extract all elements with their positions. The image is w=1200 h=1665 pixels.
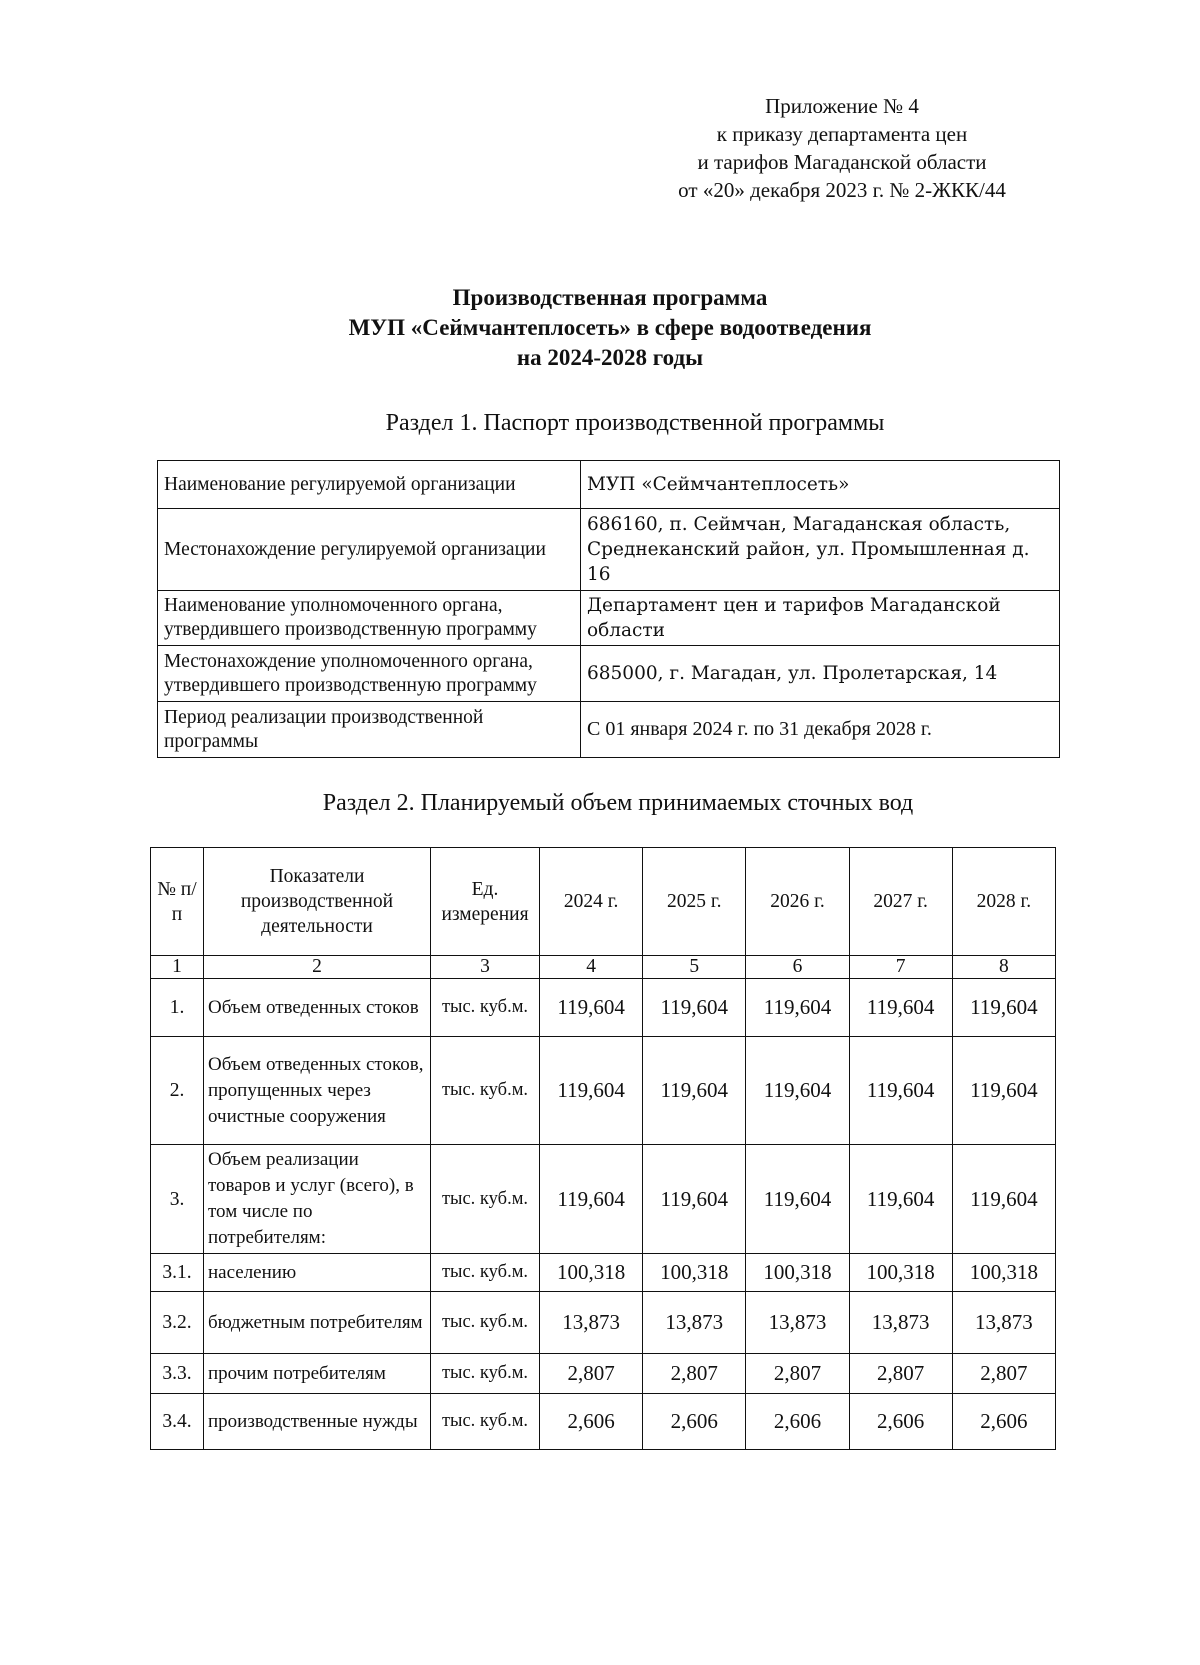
row-number: 2. xyxy=(151,1037,204,1145)
value-cell: 2,807 xyxy=(849,1354,952,1394)
appendix-block xyxy=(632,92,1052,204)
value-cell: 119,604 xyxy=(952,979,1055,1037)
column-number: 5 xyxy=(643,956,746,979)
value-cell: 119,604 xyxy=(746,979,849,1037)
appendix-line: Приложение № 4 xyxy=(765,94,919,118)
row-unit: тыс. куб.м. xyxy=(431,1037,540,1145)
value-cell: 100,318 xyxy=(746,1254,849,1292)
value-cell: 119,604 xyxy=(849,1037,952,1145)
row-number: 3.4. xyxy=(151,1394,204,1450)
passport-value: 686160, п. Сеймчан, Магаданская область, Среднеканский район, ул. Промышленная д. 16 xyxy=(581,509,1060,591)
table-row xyxy=(158,591,1060,646)
table-row xyxy=(151,1145,1056,1254)
table-row xyxy=(158,702,1060,758)
row-unit: тыс. куб.м. xyxy=(431,1254,540,1292)
col-header-year: 2024 г. xyxy=(540,848,643,956)
value-cell: 2,606 xyxy=(746,1394,849,1450)
value-cell: 119,604 xyxy=(952,1037,1055,1145)
col-header-year: 2027 г. xyxy=(849,848,952,956)
value-cell: 119,604 xyxy=(952,1145,1055,1254)
col-header-year: 2028 г. xyxy=(952,848,1055,956)
section1-heading: Раздел 1. Паспорт производственной программы xyxy=(385,410,885,436)
header-row xyxy=(151,848,1056,956)
row-indicator: производственные нужды xyxy=(204,1394,431,1450)
section2-heading: Раздел 2. Планируемый объем принимаемых сточных вод xyxy=(322,790,914,816)
value-cell: 119,604 xyxy=(643,1037,746,1145)
passport-label: Наименование уполномоченного органа, утвердившего производственную программу xyxy=(158,591,581,646)
table-row xyxy=(151,1037,1056,1145)
table-row xyxy=(158,646,1060,702)
column-number: 7 xyxy=(849,956,952,979)
column-number: 3 xyxy=(431,956,540,979)
value-cell: 119,604 xyxy=(540,1037,643,1145)
volumes-table xyxy=(150,847,1056,1450)
value-cell: 13,873 xyxy=(643,1292,746,1354)
row-unit: тыс. куб.м. xyxy=(431,1145,540,1254)
table-row xyxy=(151,1292,1056,1354)
col-header-year: 2026 г. xyxy=(746,848,849,956)
value-cell: 119,604 xyxy=(540,979,643,1037)
title-line: на 2024-2028 годы xyxy=(516,345,704,370)
value-cell: 2,807 xyxy=(746,1354,849,1394)
passport-label: Период реализации производственной программы xyxy=(158,702,581,758)
row-number: 3.2. xyxy=(151,1292,204,1354)
passport-label: Местонахождение регулируемой организации xyxy=(158,509,581,591)
value-cell: 13,873 xyxy=(849,1292,952,1354)
row-indicator: Объем реализации товаров и услуг (всего), в том числе по потребителям: xyxy=(204,1145,431,1254)
value-cell: 13,873 xyxy=(952,1292,1055,1354)
value-cell: 119,604 xyxy=(746,1037,849,1145)
row-indicator: населению xyxy=(204,1254,431,1292)
row-unit: тыс. куб.м. xyxy=(431,1354,540,1394)
row-indicator: Объем отведенных стоков xyxy=(204,979,431,1037)
row-number: 1. xyxy=(151,979,204,1037)
column-number: 6 xyxy=(746,956,849,979)
table-row xyxy=(151,1254,1056,1292)
title-line: Производственная программа xyxy=(452,285,768,310)
value-cell: 100,318 xyxy=(849,1254,952,1292)
value-cell: 2,807 xyxy=(643,1354,746,1394)
column-number: 2 xyxy=(204,956,431,979)
value-cell: 119,604 xyxy=(643,979,746,1037)
row-indicator: прочим потребителям xyxy=(204,1354,431,1394)
col-header-num: № п/п xyxy=(151,848,204,956)
row-unit: тыс. куб.м. xyxy=(431,1292,540,1354)
row-number: 3.3. xyxy=(151,1354,204,1394)
row-unit: тыс. куб.м. xyxy=(431,979,540,1037)
row-number: 3.1. xyxy=(151,1254,204,1292)
value-cell: 100,318 xyxy=(952,1254,1055,1292)
table-row xyxy=(158,509,1060,591)
col-header-year: 2025 г. xyxy=(643,848,746,956)
value-cell: 119,604 xyxy=(540,1145,643,1254)
column-number-row xyxy=(151,956,1056,979)
passport-value: МУП «Сеймчантеплосеть» xyxy=(581,461,1060,509)
value-cell: 13,873 xyxy=(540,1292,643,1354)
column-number: 8 xyxy=(952,956,1055,979)
value-cell: 2,606 xyxy=(849,1394,952,1450)
row-indicator: Объем отведенных стоков, пропущенных через очистные сооружения xyxy=(204,1037,431,1145)
value-cell: 119,604 xyxy=(746,1145,849,1254)
row-unit: тыс. куб.м. xyxy=(431,1394,540,1450)
appendix-line: от «20» декабря 2023 г. № 2-ЖКК/44 xyxy=(678,178,1006,202)
col-header-indicator: Показатели производственной деятельности xyxy=(204,848,431,956)
appendix-line: и тарифов Магаданской области xyxy=(697,150,987,174)
value-cell: 119,604 xyxy=(643,1145,746,1254)
value-cell: 100,318 xyxy=(540,1254,643,1292)
column-number: 4 xyxy=(540,956,643,979)
table-row xyxy=(151,979,1056,1037)
value-cell: 100,318 xyxy=(643,1254,746,1292)
row-number: 3. xyxy=(151,1145,204,1254)
table-row xyxy=(158,461,1060,509)
row-indicator: бюджетным потребителям xyxy=(204,1292,431,1354)
value-cell: 119,604 xyxy=(849,1145,952,1254)
table-row xyxy=(151,1354,1056,1394)
value-cell: 13,873 xyxy=(746,1292,849,1354)
passport-value: Департамент цен и тарифов Магаданской области xyxy=(581,591,1060,646)
document-title xyxy=(150,283,1070,373)
appendix-line: к приказу департамента цен xyxy=(716,122,968,146)
value-cell: 2,807 xyxy=(540,1354,643,1394)
passport-label: Наименование регулируемой организации xyxy=(158,461,581,509)
passport-table xyxy=(157,460,1060,758)
title-line: МУП «Сеймчантеплосеть» в сфере водоотведения xyxy=(348,315,872,340)
value-cell: 2,606 xyxy=(540,1394,643,1450)
table-row xyxy=(151,1394,1056,1450)
value-cell: 2,807 xyxy=(952,1354,1055,1394)
value-cell: 2,606 xyxy=(952,1394,1055,1450)
passport-value: 685000, г. Магадан, ул. Пролетарская, 14 xyxy=(581,646,1060,702)
passport-value: С 01 января 2024 г. по 31 декабря 2028 г. xyxy=(581,702,1060,758)
passport-label: Местонахождение уполномоченного органа, утвердившего производственную программу xyxy=(158,646,581,702)
value-cell: 119,604 xyxy=(849,979,952,1037)
col-header-unit: Ед. измерения xyxy=(431,848,540,956)
value-cell: 2,606 xyxy=(643,1394,746,1450)
column-number: 1 xyxy=(151,956,204,979)
